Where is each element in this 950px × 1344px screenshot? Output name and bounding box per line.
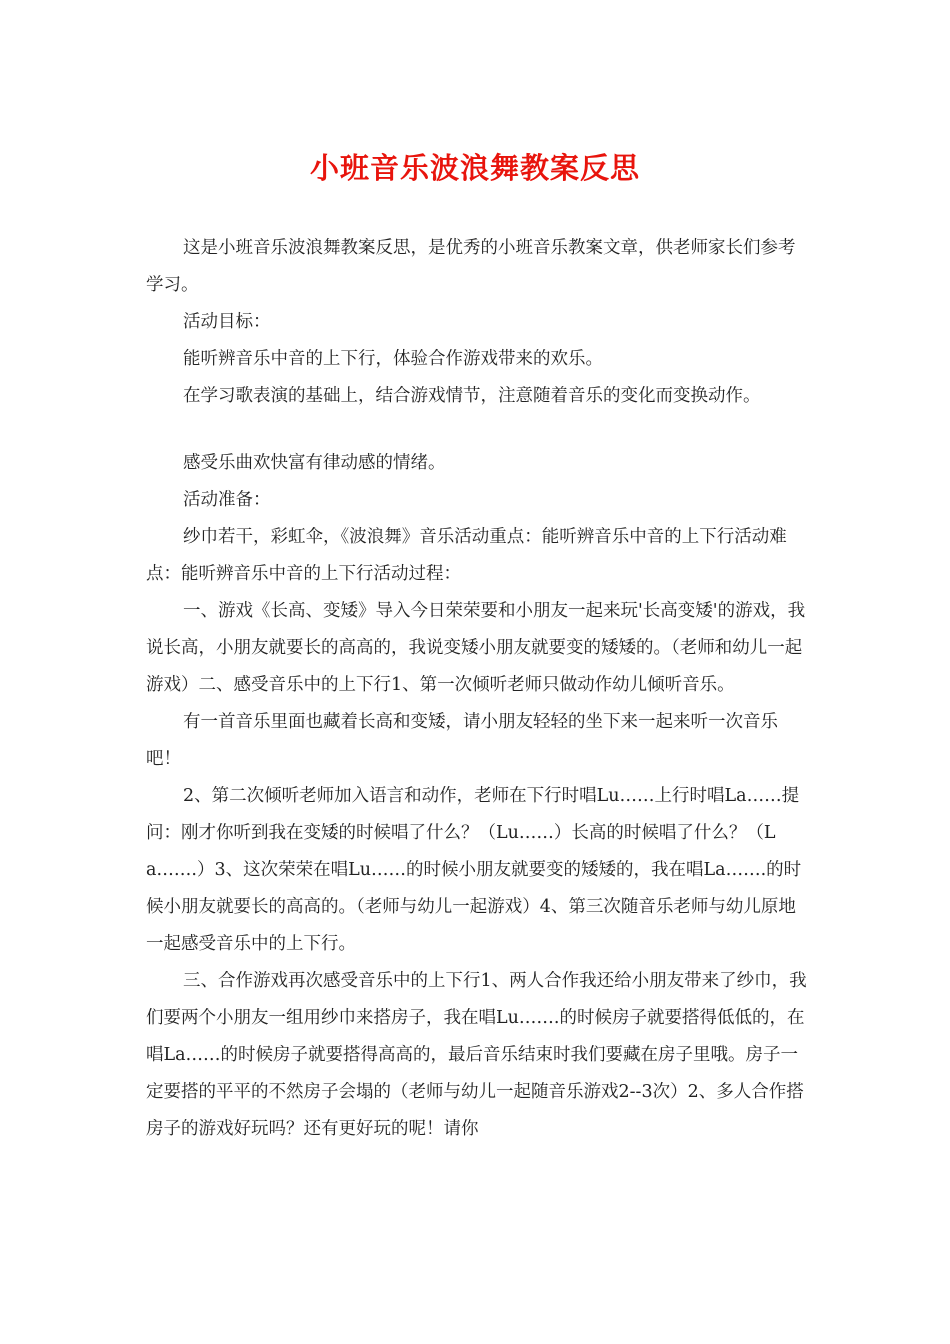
paragraph-step-1-note: 有一首音乐里面也藏着长高和变矮，请小朋友轻轻的坐下来一起来听一次音乐吧！ [146,712,778,769]
paragraph-step-2: 2、第二次倾听老师加入语言和动作，老师在下行时唱Lu……上行时唱La……提问：刚才你听到我在变矮的时候唱了什么？（Lu……）长高的时候唱了什么？（La…….）3、这次荣荣在唱Lu……的时候小朋友就要变的矮矮的，我在唱La…….的时候小朋友就要长的高高的。（老师与幼儿一起游戏）4、第三次随音乐老师与幼儿原地一起感受音乐中的上下行。 [146,786,802,954]
paragraph-goal-2: 在学习歌表演的基础上，结合游戏情节，注意随着音乐的变化而变换动作。 [183,386,761,406]
paragraph-preparation: 纱巾若干，彩虹伞，《波浪舞》音乐活动重点：能听辨音乐中音的上下行活动难点：能听辨音乐中音的上下行活动过程： [146,527,787,584]
paragraph-step-3: 三、合作游戏再次感受音乐中的上下行1、两人合作我还给小朋友带来了纱巾，我们要两个小朋友一组用纱巾来搭房子，我在唱Lu…….的时候房子就要搭得低低的，在唱La……的时候房子就要搭得高高的，最后音乐结束时我们要藏在房子里哦。房子一定要搭的平平的不然房子会塌的（老师与幼儿一起随音乐游戏2--3次）2、多人合作搭房子的游戏好玩吗？还有更好玩的呢！请你 [146,971,807,1139]
document-body [146,230,812,1148]
paragraph-goal-3: 感受乐曲欢快富有律动感的情绪。 [183,453,446,473]
paragraph-preparation-heading: 活动准备： [183,490,271,510]
document-title: 小班音乐波浪舞教案反思 [309,151,640,185]
paragraph-goals-heading: 活动目标： [183,312,271,332]
paragraph-intro: 这是小班音乐波浪舞教案反思，是优秀的小班音乐教案文章，供老师家长们参考学习。 [146,238,796,295]
paragraph-step-1: 一、游戏《长高、变矮》导入今日荣荣要和小朋友一起来玩'长高变矮'的游戏，我说长高，小朋友就要长的高高的，我说变矮小朋友就要变的矮矮的。（老师和幼儿一起游戏）二、感受音乐中的上下行1、第一次倾听老师只做动作幼儿倾听音乐。 [146,601,806,695]
paragraph-goal-1: 能听辨音乐中音的上下行，体验合作游戏带来的欢乐。 [183,349,603,369]
